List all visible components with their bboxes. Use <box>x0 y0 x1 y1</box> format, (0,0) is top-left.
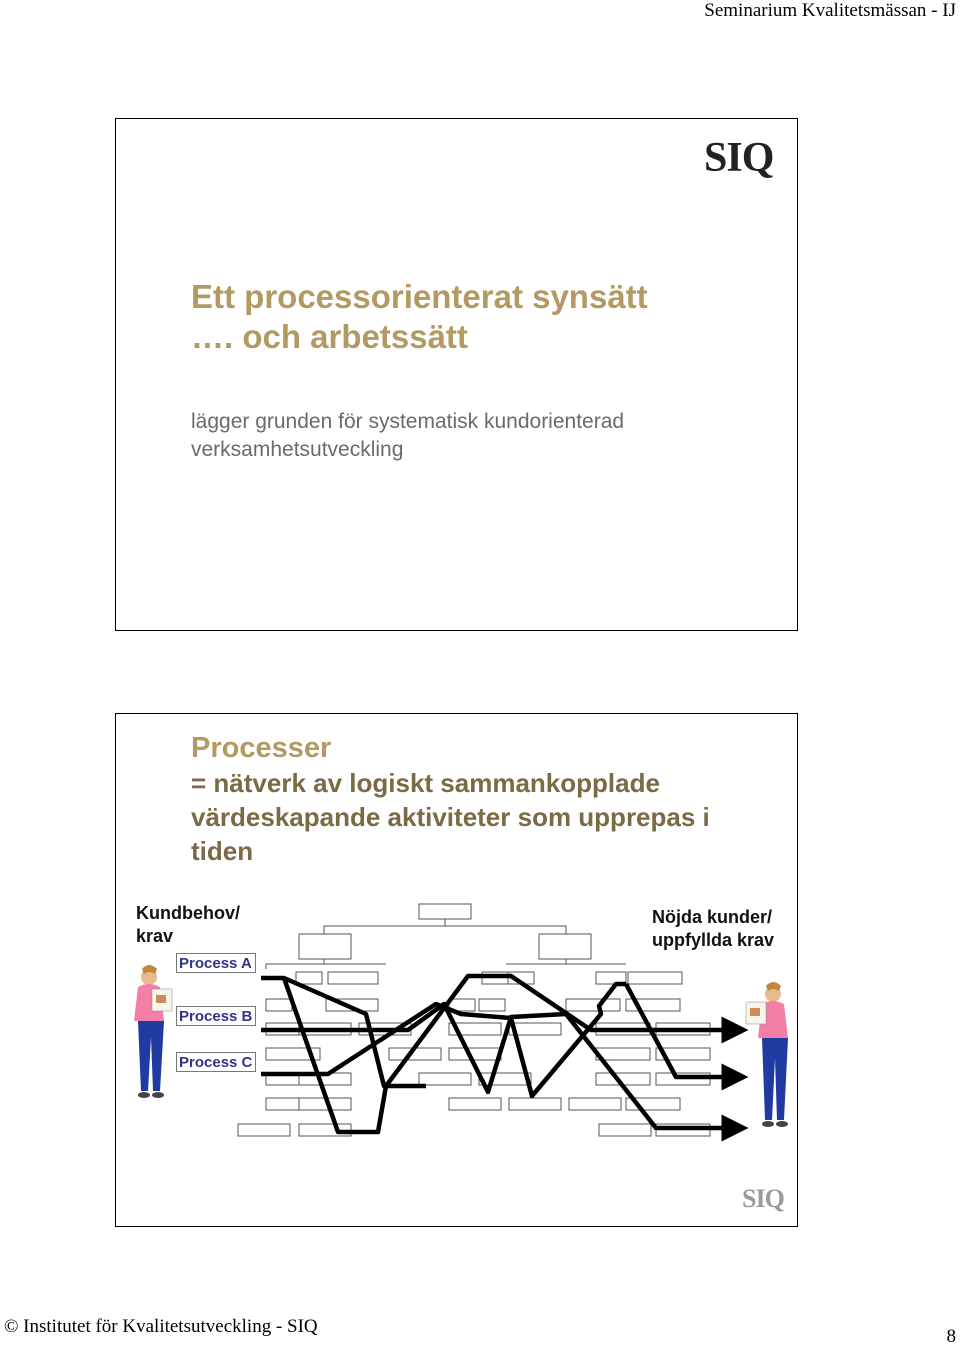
slide-1 <box>115 118 798 631</box>
page-number: 8 <box>946 1326 956 1347</box>
definition-line-2: värdeskapande aktiviteter som upprepas i <box>191 802 710 832</box>
page-header: Seminarium Kvalitetsmässan - IJ <box>704 0 956 21</box>
slide-1-title <box>191 277 648 357</box>
customer-right-figure <box>746 982 788 1127</box>
subtitle-line-1: lägger grunden för systematisk kundorienterad <box>191 410 625 433</box>
satisfied-customers-line-2: uppfyllda krav <box>652 930 775 950</box>
satisfied-customers-label <box>652 906 802 952</box>
satisfied-customers-line-1: Nöjda kunder/ <box>652 907 773 927</box>
org-chart-network <box>238 904 710 1136</box>
definition-line-3: tiden <box>191 836 254 866</box>
siq-logo: SIQ <box>704 135 774 181</box>
slide-2-title: Processer <box>191 732 332 764</box>
customer-left-figure <box>134 965 172 1098</box>
title-line-2: …. och arbetssätt <box>191 318 468 355</box>
subtitle-line-2: verksamhetsutveckling <box>191 438 404 461</box>
footer-text: © Institutet för Kvalitetsutveckling - SIQ <box>4 1316 318 1337</box>
siq-logo-small: SIQ <box>742 1184 784 1213</box>
customer-needs-line-2: krav <box>136 926 174 946</box>
title-line-1: Ett processorienterat synsätt <box>191 278 648 315</box>
definition-line-1: = nätverk av logiskt sammankopplade <box>191 768 660 798</box>
slide-2-definition <box>191 766 751 868</box>
slide-1-subtitle <box>191 408 624 464</box>
process-a-label: Process A <box>176 953 256 973</box>
customer-needs-line-1: Kundbehov/ <box>136 903 240 923</box>
process-b-label: Process B <box>176 1006 256 1026</box>
customer-needs-label <box>136 902 266 948</box>
slide-2 <box>115 713 798 1227</box>
process-c-label: Process C <box>176 1052 256 1072</box>
